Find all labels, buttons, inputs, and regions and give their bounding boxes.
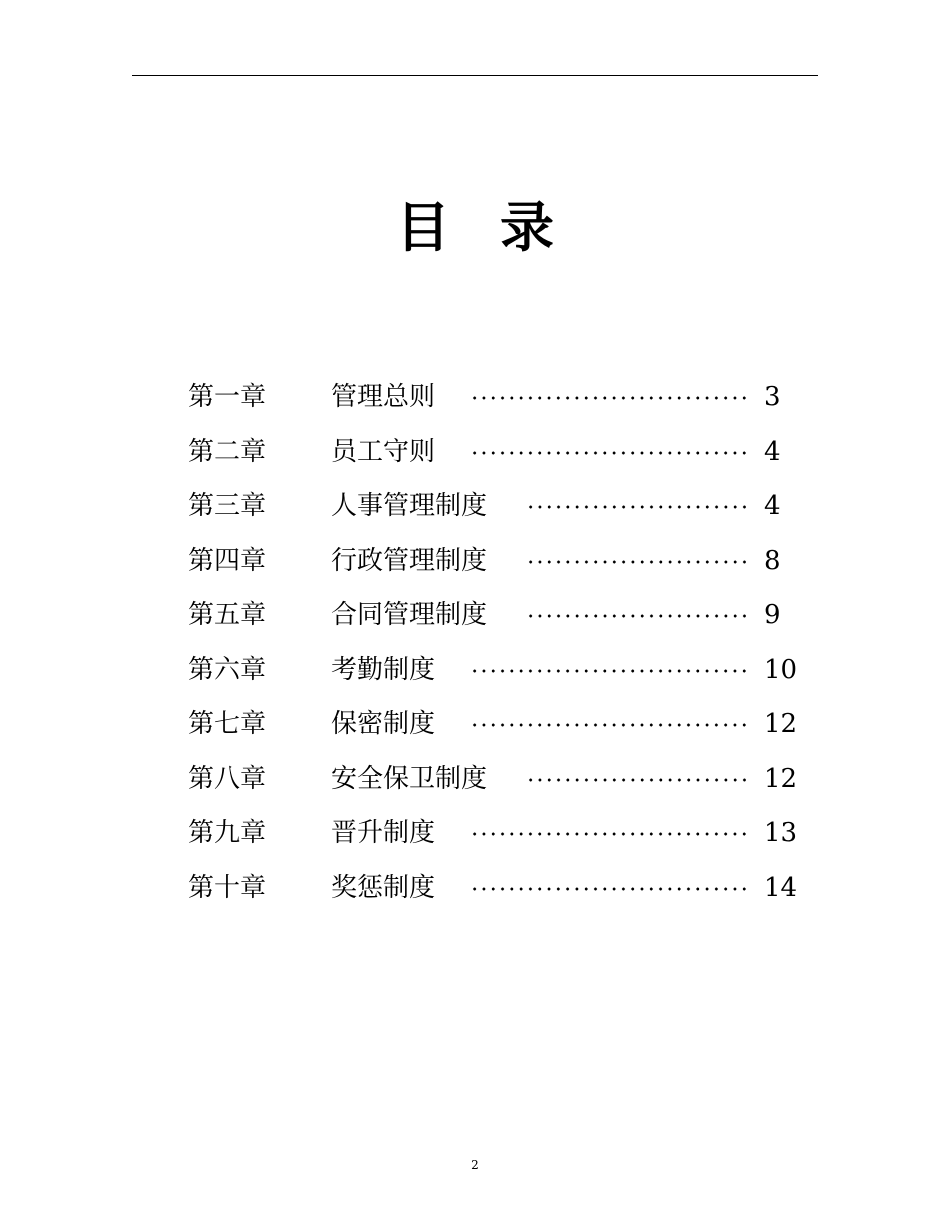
toc-chapter-title: 合同管理制度 [331,600,488,630]
toc-entry-4[interactable] [188,534,808,589]
toc-chapter-label: 第六章 [188,654,267,685]
toc-title [0,190,950,266]
toc-entry-6[interactable] [188,643,808,698]
toc-chapter-label: 第一章 [188,382,267,412]
toc-page-number: 8 [764,545,781,576]
toc-chapter-title: 人事管理制度 [331,491,488,521]
toc-dot-leader [470,425,746,479]
toc-page-number: 4 [764,436,781,467]
toc-entry-1[interactable] [188,370,808,425]
toc-dot-leader [526,588,746,642]
toc-title-char-2: 录 [500,196,554,259]
toc-chapter-title: 晋升制度 [331,818,436,848]
toc-chapter-title: 安全保卫制度 [331,763,488,794]
header-rule [132,75,818,76]
toc-dot-leader [470,861,746,915]
toc-chapter-title: 管理总则 [331,382,436,412]
toc-page-number: 4 [764,491,781,521]
toc-dot-leader [526,479,746,533]
toc-dot-leader [526,752,746,806]
toc-chapter-label: 第四章 [188,545,267,576]
toc-dot-leader [470,806,746,860]
toc-entry-5[interactable] [188,588,808,643]
toc-dot-leader [470,370,746,424]
toc-page-number: 10 [764,654,798,685]
toc-dot-leader [526,534,746,588]
toc-dot-leader [470,697,746,751]
toc-chapter-label: 第十章 [188,872,267,903]
toc-chapter-title: 行政管理制度 [331,545,488,576]
toc-page-number: 14 [764,872,798,903]
toc-chapter-label: 第三章 [188,491,267,521]
toc-chapter-label: 第七章 [188,709,267,739]
toc-title-char-1: 目 [396,196,450,259]
toc-entry-2[interactable] [188,425,808,480]
toc-chapter-title: 考勤制度 [331,654,436,685]
toc-dot-leader [470,643,746,697]
toc-chapter-title: 员工守则 [331,436,436,467]
toc-entry-7[interactable] [188,697,808,752]
toc-page-number: 12 [764,763,798,794]
toc-entry-8[interactable] [188,752,808,807]
table-of-contents [188,370,808,915]
toc-chapter-label: 第九章 [188,818,267,848]
footer-page-number: 2 [471,1158,479,1172]
toc-page-number: 12 [764,709,798,739]
toc-page-number: 3 [764,382,781,412]
toc-entry-9[interactable] [188,806,808,861]
toc-entry-10[interactable] [188,861,808,916]
toc-chapter-title: 保密制度 [331,709,436,739]
toc-chapter-label: 第五章 [188,600,267,630]
toc-page-number: 13 [764,818,798,848]
toc-chapter-title: 奖惩制度 [331,872,436,903]
toc-chapter-label: 第八章 [188,763,267,794]
toc-chapter-label: 第二章 [188,436,267,467]
toc-entry-3[interactable] [188,479,808,534]
toc-page-number: 9 [764,600,781,630]
